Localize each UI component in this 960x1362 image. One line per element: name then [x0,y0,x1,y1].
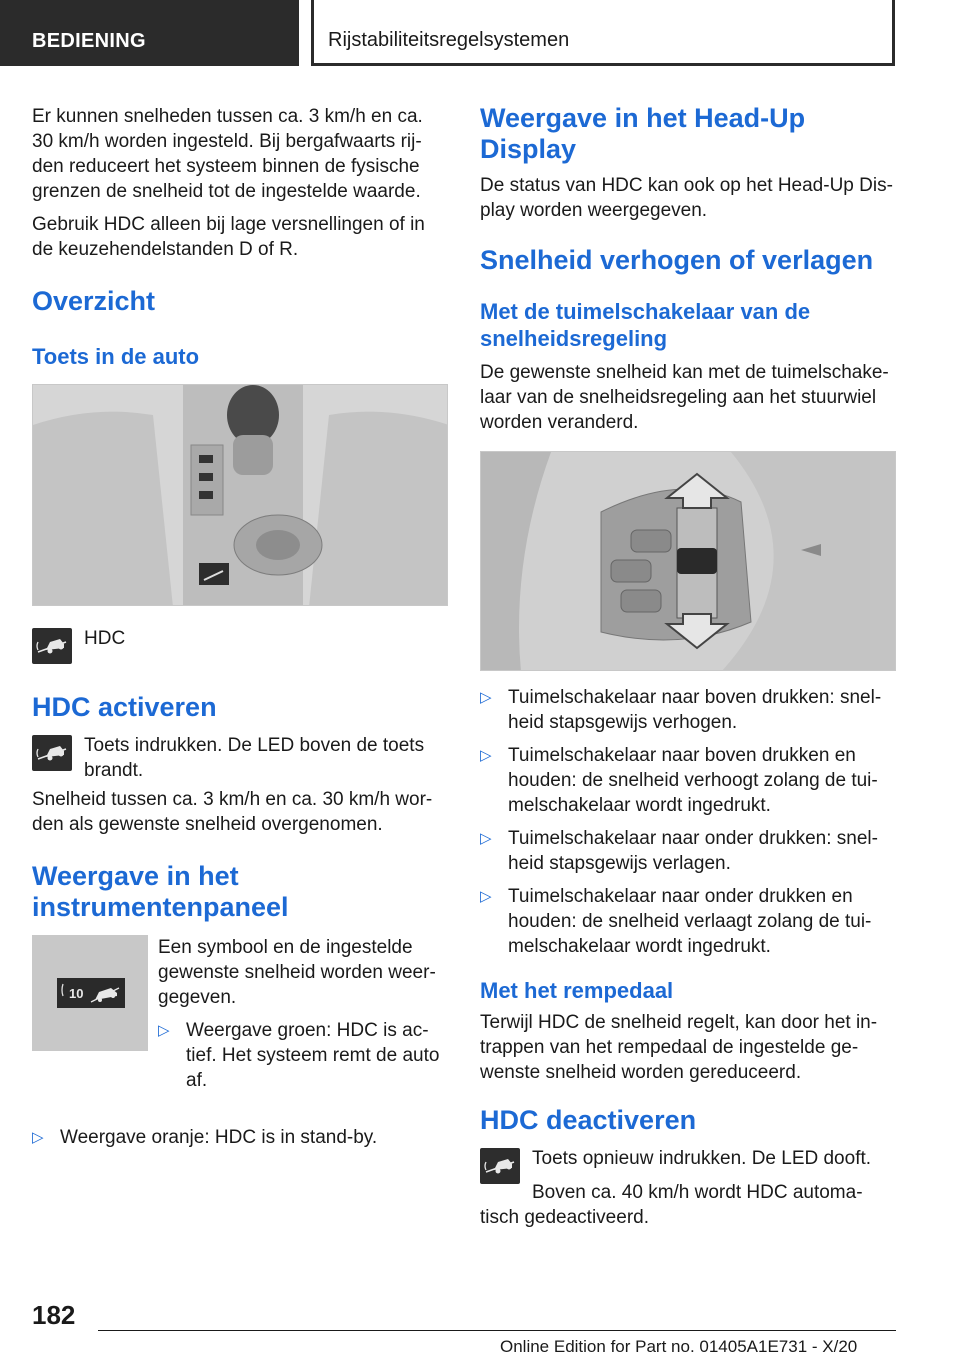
pedal-heading: Met het rempedaal [480,978,674,1003]
triangle-bullet-icon: ▷ [32,1129,44,1146]
hdc-car-slope-icon [480,1148,520,1184]
list-item [480,884,896,959]
rocker-bullet-list [480,685,896,959]
activate-heading: HDC activeren [32,692,217,722]
rocker-bullet-text: Tuimelschakelaar naar boven drukken en houden: de snelheid verhoogt zolang de tui-melschakelaar wordt ingedrukt. [508,745,878,816]
chapter-title: Rijstabiliteitsregelsystemen [328,29,570,51]
hud-heading: Weergave in het Head-Up Display [480,103,806,164]
cluster-section [32,935,448,1135]
rocker-bullet-text: Tuimelschakelaar naar onder drukken: snel-heid stapsgewijs verlagen. [508,828,878,874]
intro-paragraph-1: Er kunnen snelheden tussen ca. 3 km/h en ca. 30 km/h worden ingesteld. Bij bergafwaarts rij-den reduceert het systeem binnen de fysische grenzen de snelheid tot de ingestelde waarde. [32,106,423,202]
activate-row [32,733,448,783]
speed-heading: Snelheid verhogen of verlagen [480,245,874,275]
list-item [480,743,896,818]
rocker-heading: Met de tuimelschakelaar van de snelheidsregeling [480,299,811,351]
list-item [158,1018,448,1093]
hdc-car-slope-icon [32,735,72,771]
hud-text: De status van HDC kan ook op het Head-Up Dis-play worden weergegeven. [480,175,893,221]
steering-wheel-photo [480,451,896,671]
rocker-text: De gewenste snelheid kan met de tuimelschake-laar van de snelheidsregeling aan het stuurwiel worden veranderd. [480,362,889,433]
hdc-car-slope-icon [32,628,72,664]
page-number: 182 [32,1300,76,1330]
triangle-bullet-icon: ▷ [480,888,492,905]
footer-divider [98,1330,896,1331]
bullet-orange-text: Weergave oranje: HDC is in stand-by. [60,1127,378,1148]
deactivate-row [480,1146,896,1184]
page-header [0,0,960,66]
cluster-symbol-number: 10 [69,986,84,1001]
section-title: BEDIENING [32,30,146,52]
cluster-symbol-image [32,935,148,1051]
list-item [480,685,896,735]
triangle-bullet-icon: ▷ [158,1022,170,1039]
overview-heading: Overzicht [32,286,156,316]
triangle-bullet-icon: ▷ [480,830,492,847]
triangle-bullet-icon: ▷ [480,689,492,706]
cluster-text-block [158,935,448,1101]
cluster-text: Een symbool en de ingestelde gewenste snelheid worden weer-gegeven. [158,937,436,1008]
deactivate-text-2: Boven ca. 40 km/h wordt HDC automa-tisch gedeactiveerd. [480,1182,863,1228]
intro-paragraph-2: Gebruik HDC alleen bij lage versnellingen of in de keuzehendelstanden D of R. [32,214,425,260]
rocker-bullet-text: Tuimelschakelaar naar boven drukken: snel-heid stapsgewijs verhogen. [508,687,882,733]
triangle-bullet-icon: ▷ [480,747,492,764]
activate-text: Toets indrukken. De LED boven de toets brandt. [84,735,425,781]
chapter-tab [311,0,895,66]
section-tab [0,0,299,66]
list-item [480,826,896,876]
button-heading: Toets in de auto [32,344,200,369]
edition-text: Online Edition for Part no. 01405A1E731 - X/20 [500,1337,858,1356]
center-console-photo [32,384,448,606]
hdc-legend-row [32,626,448,664]
bullet-green-text: Weergave groen: HDC is ac-tief. Het systeem remt de auto af. [186,1020,440,1091]
rocker-bullet-text: Tuimelschakelaar naar onder drukken en houden: de snelheid verlaagt zolang de tui-melschakelaar wordt ingedrukt. [508,886,872,957]
cluster-heading: Weergave in het instrumentenpaneel [32,861,289,922]
pedal-text: Terwijl HDC de snelheid regelt, kan door het in-trappen van het rempedaal de ingestelde ge-wenste snelheid worden gereduceerd. [480,1012,878,1083]
speed-range-text: Snelheid tussen ca. 3 km/h en ca. 30 km/h wor-den als gewenste snelheid overgenomen. [32,789,433,835]
left-column [32,100,448,1158]
right-column [480,100,896,1238]
hdc-label: HDC [84,628,126,649]
deactivate-text-1: Toets opnieuw indrukken. De LED dooft. [532,1148,872,1169]
deactivate-heading: HDC deactiveren [480,1105,697,1135]
